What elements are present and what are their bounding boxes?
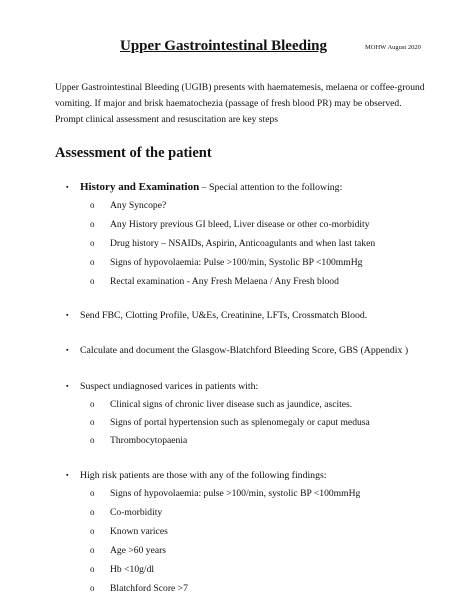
list-item [90, 238, 375, 249]
circle-bullet-icon: o [90, 238, 95, 248]
square-bullet-icon: ▪ [66, 382, 69, 390]
list-item [90, 399, 352, 410]
section-heading: Assessment of the patient [55, 145, 212, 161]
circle-bullet-icon: o [90, 417, 95, 427]
list-item [90, 276, 339, 287]
varices-bullet [66, 381, 258, 392]
list-item-text: Thrombocytopaenia [110, 435, 188, 446]
list-item [90, 435, 187, 446]
square-bullet-icon: ▪ [66, 311, 69, 319]
circle-bullet-icon: o [90, 545, 95, 555]
circle-bullet-icon: o [90, 276, 95, 286]
circle-bullet-icon: o [90, 564, 95, 574]
list-item-text: Clinical signs of chronic liver disease such as jaundice, ascites. [110, 399, 353, 410]
list-item-text: Known varices [110, 526, 168, 537]
gbs-bullet [66, 345, 408, 356]
list-item-text: Any History previous GI bleed, Liver disease or other co-morbidity [110, 219, 370, 230]
list-item [90, 257, 362, 268]
list-item-text: Signs of portal hypertension such as splenomegaly or caput medusa [110, 417, 370, 428]
list-item-text: Drug history – NSAIDs, Aspirin, Anticoagulants and when last taken [110, 238, 376, 249]
highrisk-heading: High risk patients are those with any of the following findings: [80, 470, 327, 481]
header-note: MOHW August 2020 [365, 44, 421, 51]
circle-bullet-icon: o [90, 507, 95, 517]
circle-bullet-icon: o [90, 257, 95, 267]
list-item-text: Age >60 years [110, 545, 167, 556]
square-bullet-icon: ▪ [66, 471, 69, 479]
list-item-text: Co-morbidity [110, 507, 163, 518]
list-item-text: Hb <10g/dl [110, 564, 155, 575]
list-item [90, 219, 370, 230]
circle-bullet-icon: o [90, 219, 95, 229]
bloods-bullet [66, 310, 367, 321]
square-bullet-icon: ▪ [66, 346, 69, 354]
list-item-text: Signs of hypovolaemia: Pulse >100/min, Systolic BP <100mmHg [110, 257, 363, 268]
varices-heading: Suspect undiagnosed varices in patients with: [80, 381, 259, 392]
highrisk-bullet [66, 470, 327, 481]
intro-line: Prompt clinical assessment and resuscitation are key steps [55, 114, 278, 125]
list-item-text: Blatchford Score >7 [110, 583, 188, 594]
history-heading-tail: – Special attention to the following: [199, 182, 343, 193]
list-item [90, 526, 168, 537]
list-item-text: Rectal examination - Any Fresh Melaena / Any Fresh blood [110, 276, 339, 287]
square-bullet-icon: ▪ [66, 183, 69, 191]
list-item [90, 583, 188, 594]
history-bullet [66, 181, 342, 193]
bloods-text: Send FBC, Clotting Profile, U&Es, Creatinine, LFTs, Crossmatch Blood. [80, 310, 368, 321]
list-item [90, 545, 166, 556]
intro-line: Upper Gastrointestinal Bleeding (UGIB) presents with haematemesis, melaena or coffee-ground [55, 82, 425, 93]
list-item [90, 488, 360, 499]
list-item [90, 417, 370, 428]
list-item-text: Any Syncope? [110, 200, 167, 211]
circle-bullet-icon: o [90, 526, 95, 536]
list-item [90, 507, 162, 518]
page-title: Upper Gastrointestinal Bleeding [120, 38, 327, 54]
circle-bullet-icon: o [90, 399, 95, 409]
circle-bullet-icon: o [90, 583, 95, 593]
list-item [90, 564, 154, 575]
history-heading: History and Examination [80, 181, 200, 193]
circle-bullet-icon: o [90, 200, 95, 210]
intro-paragraph [55, 80, 425, 128]
list-item [90, 200, 166, 211]
list-item-text: Signs of hypovolaemia: pulse >100/min, systolic BP <100mmHg [110, 488, 361, 499]
circle-bullet-icon: o [90, 435, 95, 445]
intro-line: vomiting. If major and brisk haematochezia (passage of fresh blood PR) may be observed. [55, 98, 402, 109]
circle-bullet-icon: o [90, 488, 95, 498]
gbs-text: Calculate and document the Glasgow-Blatchford Bleeding Score, GBS (Appendix ) [80, 345, 409, 356]
